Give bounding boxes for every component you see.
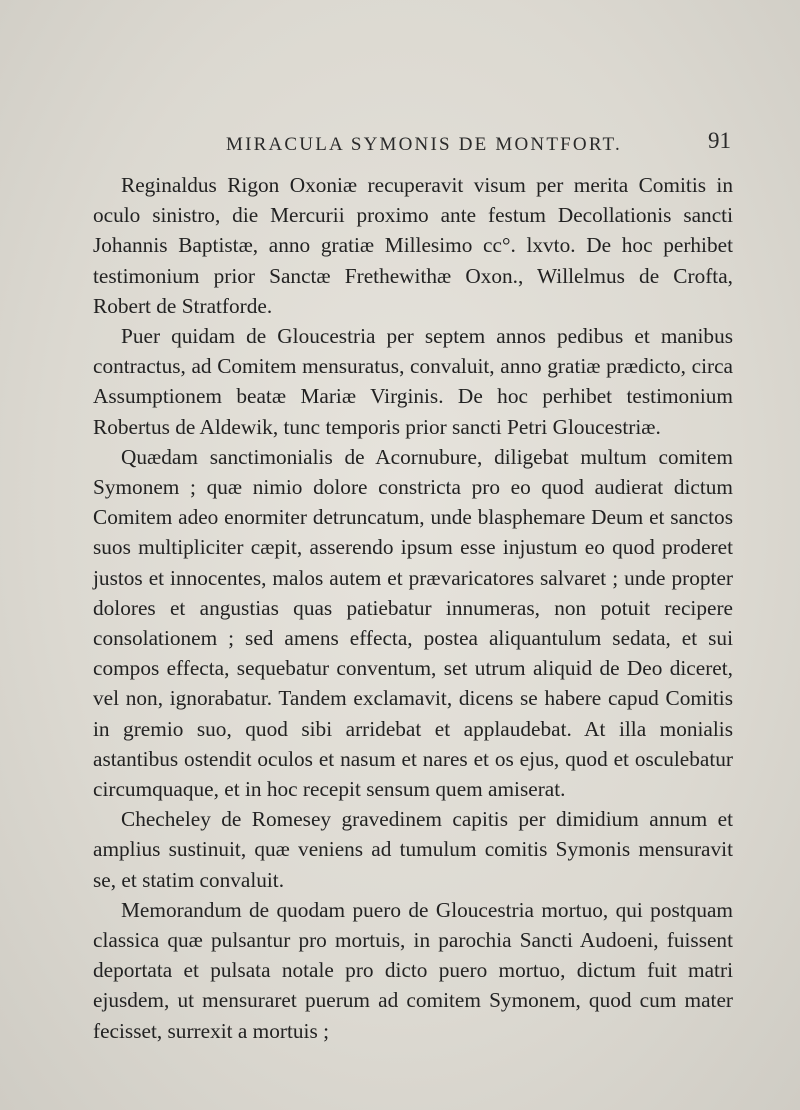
paragraph-checheley: Checheley de Romesey gravedinem capitis per dimidium annum et amplius sustinuit, quæ veniens ad tumulum comitis Symonis mensuravit se, et statim convaluit.: [93, 807, 733, 892]
paragraph-puer-quidam: Puer quidam de Gloucestria per septem annos pedibus et manibus contractus, ad Comitem mensuratus, convaluit, anno gratiæ prædicto, circa Assumptionem beatæ Mariæ Virginis. De hoc perhibet testimonium Robertus de Aldewik, tunc temporis prior sancti Petri Gloucestriæ.: [93, 324, 733, 439]
paragraph-memorandum: Memorandum de quodam puero de Gloucestria mortuo, qui postquam classica quæ pulsantur pro mortuis, in parochia Sancti Audoeni, fuissent deportata et pulsata notale pro dicto puero mortuo, dictum fuit matri ejusdem, ut mensuraret puerum ad comitem Symonem, quod cum mater fecisset, surrexit a mortuis ;: [93, 897, 733, 1043]
page-header: [226, 128, 731, 158]
body-text: [93, 170, 733, 1046]
page-number: 91: [708, 128, 731, 153]
paragraph-quaedam-sanctimonialis: Quædam sanctimonialis de Acornubure, diligebat multum comitem Symonem ; quæ nimio dolore constricta pro eo quod audierat dictum Comitem adeo enormiter detruncatum, unde blasphemare Deum et sanctos suos multipliciter cæpit, asserendo ipsum esse injustum eo quod proderet justos et innocentes, malos autem et prævaricatores salvaret ; unde propter dolores et angustias quas patiebatur innumeras, non potuit recipere consolationem ; sed amens effecta, postea aliquantulum sedata, et sui compos effecta, sequebatur conventum, set utrum aliquid de Deo diceret, vel non, ignorabatur. Tandem exclamavit, dicens se habere capud Comitis in gremio suo, quod sibi arridebat et applaudebat. At illa monialis astantibus ostendit oculos et nasum et nares et os ejus, quod et osculebatur circumquaque, et in hoc recepit sensum quem amiserat.: [93, 444, 733, 802]
paragraph-reginaldus: Reginaldus Rigon Oxoniæ recuperavit visum per merita Comitis in oculo sinistro, die Mercurii proximo ante festum Decollationis sancti Johannis Baptistæ, anno gratiæ Millesimo cc°. lxvto. De hoc perhibet testimonium prior Sanctæ Frethewithæ Oxon., Willelmus de Crofta, Robert de Stratforde.: [93, 173, 733, 318]
running-title: MIRACULA SYMONIS DE MONTFORT.: [226, 134, 622, 155]
